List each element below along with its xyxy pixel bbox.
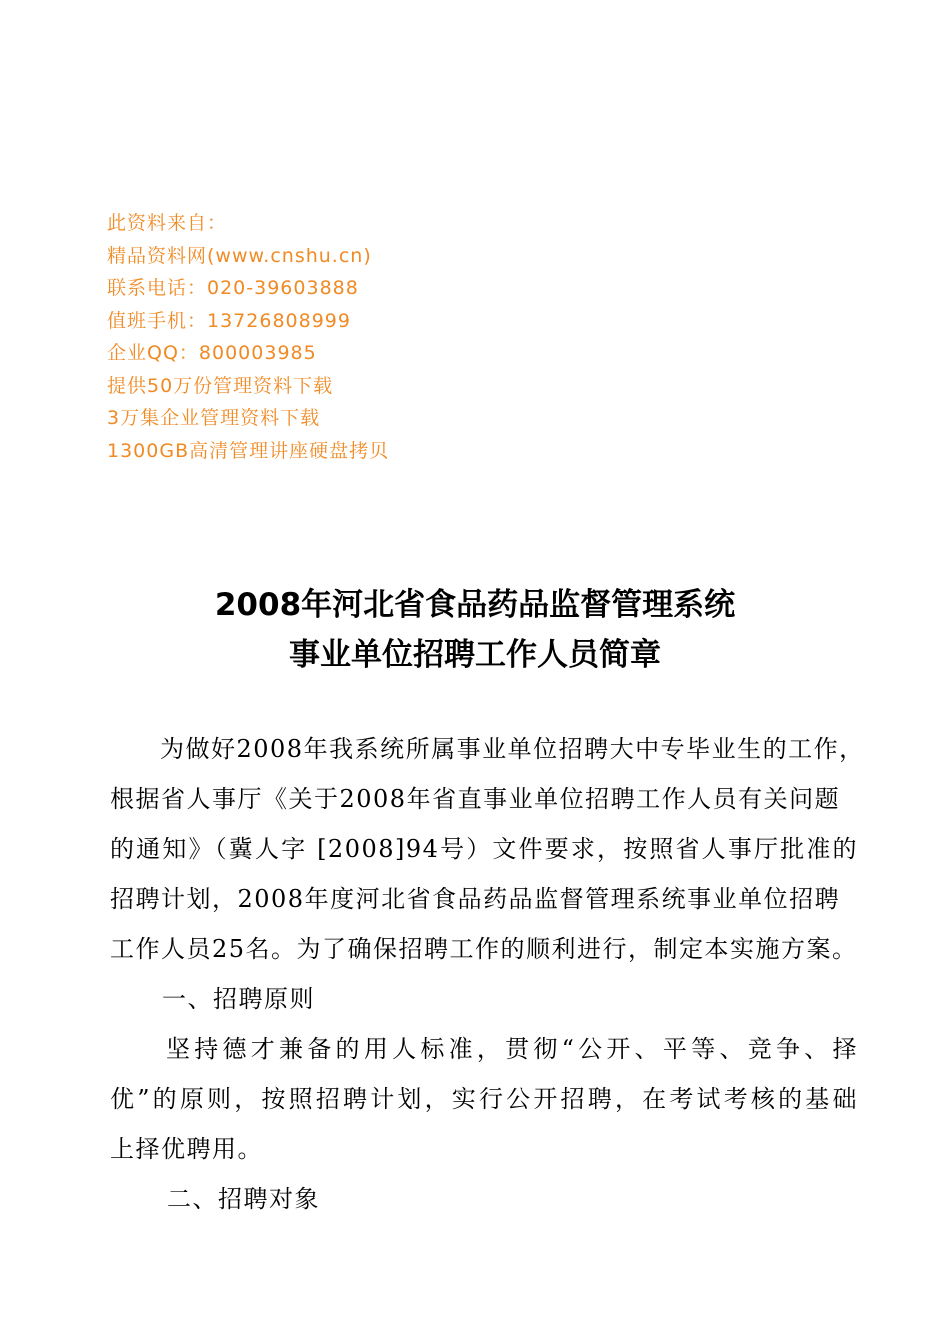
source-info-line: 此资料来自：	[107, 212, 228, 234]
section-heading-text: 一、招聘原则	[162, 985, 315, 1013]
section-1-paragraph	[110, 1024, 858, 1174]
document-title-line-2: 事业单位招聘工作人员简章	[289, 637, 661, 673]
intro-paragraph	[110, 724, 865, 974]
source-info-line: 3万集企业管理资料下载	[107, 407, 321, 429]
paragraph-line: 的通知》（冀人字 [2008]94号）文件要求，按照省人事厅批准的	[110, 835, 858, 863]
source-info-line: 联系电话：020-39603888	[107, 277, 359, 299]
paragraph-line: 招聘计划，2008年度河北省食品药品监督管理系统事业单位招聘	[110, 885, 841, 913]
paragraph-line: 坚持德才兼备的用人标准，贯彻“公开、平等、竞争、择	[166, 1035, 858, 1063]
source-info-line: 1300GB高清管理讲座硬盘拷贝	[107, 439, 390, 462]
source-info-line: 企业QQ：800003985	[107, 342, 317, 364]
document-title-line-1: 2008年河北省食品药品监督管理系统	[214, 587, 736, 623]
paragraph-line: 优”的原则，按照招聘计划，实行公开招聘，在考试考核的基础	[110, 1085, 858, 1113]
paragraph-line: 上择优聘用。	[110, 1135, 263, 1163]
source-info-line: 提供50万份管理资料下载	[107, 374, 334, 397]
source-info-block	[107, 207, 707, 467]
source-info-line: 精品资料网(www.cnshu.cn)	[107, 244, 372, 267]
section-2-heading	[110, 1174, 915, 1224]
paragraph-line: 为做好2008年我系统所属事业单位招聘大中专毕业生的工作，	[160, 735, 865, 763]
section-1-heading	[110, 974, 910, 1024]
paragraph-line: 工作人员25名。为了确保招聘工作的顺利进行，制定本实施方案。	[110, 935, 858, 963]
source-info-line: 值班手机：13726808999	[107, 309, 351, 332]
paragraph-line: 根据省人事厅《关于2008年省直事业单位招聘工作人员有关问题	[110, 785, 841, 813]
section-heading-text: 二、招聘对象	[167, 1185, 320, 1213]
